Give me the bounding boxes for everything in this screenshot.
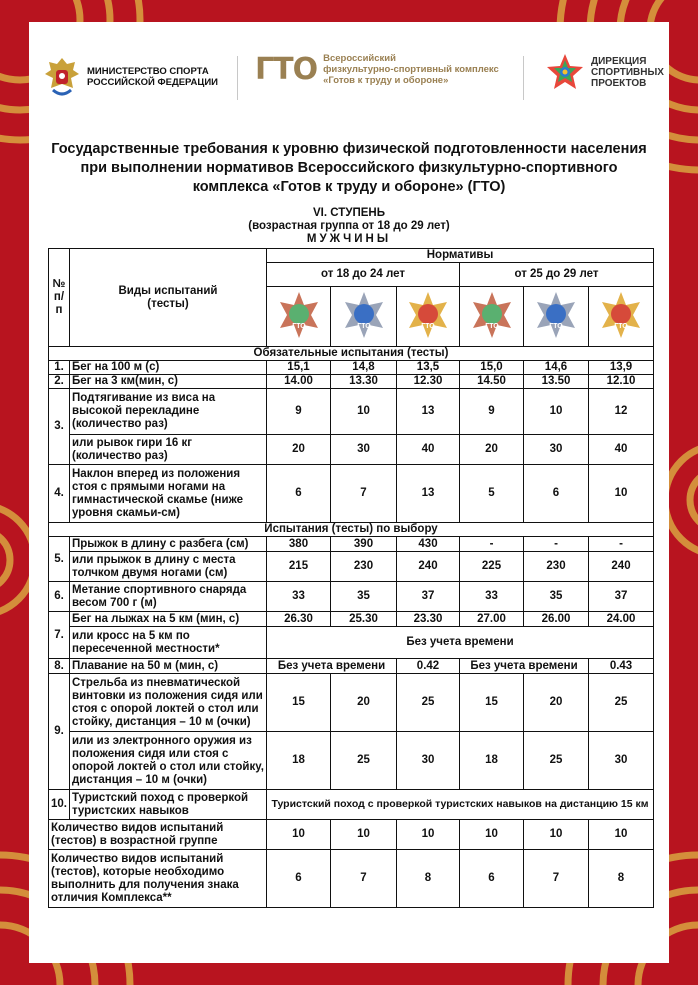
row-number: 6. (49, 582, 70, 612)
test-name: или кросс на 5 км по пересеченной местности* (70, 627, 267, 659)
badge-cell (524, 287, 589, 347)
norm-value: 430 (397, 537, 460, 552)
row-number: 10. (49, 790, 70, 820)
norm-value: 35 (524, 582, 589, 612)
logo-divider (523, 56, 524, 100)
gto-line-1: Всероссийский (323, 53, 396, 64)
badge-cell (460, 287, 524, 347)
silver-badge-icon (531, 290, 581, 340)
norm-value: 25 (331, 732, 397, 790)
badge-cell (267, 287, 331, 347)
norm-value: 26.00 (524, 612, 589, 627)
norm-value: 12.10 (589, 375, 654, 389)
test-name: Прыжок в длину с разбега (см) (70, 537, 267, 552)
norm-value: 25.30 (331, 612, 397, 627)
norm-value: 10 (589, 465, 654, 523)
table-row (49, 627, 654, 659)
gto-line-3: «Готов к труду и обороне» (323, 75, 449, 86)
table-row (49, 375, 654, 389)
table-row (49, 659, 654, 674)
table-row (49, 389, 654, 435)
gold-badge-icon (596, 290, 646, 340)
header-row (49, 249, 654, 263)
norm-value: - (460, 537, 524, 552)
norm-value: 0.43 (589, 659, 654, 674)
norm-value: 30 (331, 435, 397, 465)
age-group-25-29: от 25 до 29 лет (460, 263, 654, 287)
norm-value: 6 (460, 850, 524, 908)
test-name: Стрельба из пневматической винтовки из положения сидя или стоя с опорой локтей о стол или стойку, дистанция – 10 м (очки) (70, 674, 267, 732)
row-number: 4. (49, 465, 70, 523)
bronze-badge-icon (274, 290, 324, 340)
norm-value: 20 (331, 674, 397, 732)
title-line-1: Государственные требования к уровню физической подготовленности населения (51, 141, 647, 157)
norm-value: 15 (460, 674, 524, 732)
norm-value: 7 (524, 850, 589, 908)
norm-value: 6 (267, 465, 331, 523)
norm-value: - (524, 537, 589, 552)
test-name: или рывок гири 16 кг (количество раз) (70, 435, 267, 465)
badge-cell (397, 287, 460, 347)
badge-label: ГТО (421, 322, 435, 330)
norm-value: 18 (460, 732, 524, 790)
norm-value: 10 (397, 820, 460, 850)
norm-value: 7 (331, 465, 397, 523)
norm-value: 26.30 (267, 612, 331, 627)
norm-value: 14.50 (460, 375, 524, 389)
star-logo-icon (545, 52, 585, 92)
gender-label: МУЖЧИНЫ (306, 233, 392, 245)
row-number: 8. (49, 659, 70, 674)
norm-value-merged: Без учета времени (267, 659, 397, 674)
norm-value: 20 (524, 674, 589, 732)
norm-value: 10 (267, 820, 331, 850)
norm-value: 37 (397, 582, 460, 612)
title-line-2: при выполнении нормативов Всероссийского физкультурно-спортивного (80, 160, 618, 176)
gto-line-2: физкультурно-спортивный комплекс (323, 64, 499, 75)
age-group: (возрастная группа от 18 до 29 лет) (248, 220, 450, 232)
table-row (49, 612, 654, 627)
col-header-norms: Нормативы (267, 249, 654, 263)
section-row (49, 523, 654, 537)
norm-value: 12.30 (397, 375, 460, 389)
norm-value: 10 (524, 820, 589, 850)
norm-value: 24.00 (589, 612, 654, 627)
badge-label: ГТО (356, 322, 371, 330)
test-name: Подтягивание из виса на высокой перекладине (количество раз) (70, 389, 267, 435)
norm-value: 40 (589, 435, 654, 465)
norm-value: 40 (397, 435, 460, 465)
table-row (49, 465, 654, 523)
norm-value: 33 (267, 582, 331, 612)
norm-value: 15,0 (460, 361, 524, 375)
norm-value: 13 (397, 389, 460, 435)
table-row (49, 537, 654, 552)
section-choice: Испытания (тесты) по выбору (49, 523, 654, 537)
norm-value: 240 (397, 552, 460, 582)
gto-wordmark: ГТО (255, 52, 318, 87)
norm-value: 33 (460, 582, 524, 612)
col-header-number: № п/п (49, 249, 70, 347)
directorate-line-2: СПОРТИВНЫХ (591, 66, 664, 78)
norm-value: 12 (589, 389, 654, 435)
test-name: или из электронного оружия из положения сидя или стоя с опорой локтей о стол или стойку, дистанция – 10 м (очки) (70, 732, 267, 790)
table-row (49, 732, 654, 790)
norm-value: 10 (331, 820, 397, 850)
norm-value: 380 (267, 537, 331, 552)
norm-value: 15 (267, 674, 331, 732)
table-row (49, 790, 654, 820)
norm-value: 27.00 (460, 612, 524, 627)
norm-value: 13 (397, 465, 460, 523)
test-name: или прыжок в длину с места толчком двумя ногами (см) (70, 552, 267, 582)
norm-value: 7 (331, 850, 397, 908)
row-number: 3. (49, 389, 70, 465)
ministry-logo (43, 56, 218, 98)
norm-value: 20 (460, 435, 524, 465)
stage-heading (29, 207, 669, 246)
section-row (49, 347, 654, 361)
norm-value: 10 (589, 820, 654, 850)
table-row (49, 552, 654, 582)
stage-name: VI. СТУПЕНЬ (313, 207, 385, 219)
norm-value: 25 (397, 674, 460, 732)
table-row (49, 361, 654, 375)
norm-value-merged: Без учета времени (460, 659, 589, 674)
title-line-3: комплекса «Готов к труду и обороне» (ГТО) (192, 179, 506, 195)
table-row (49, 435, 654, 465)
col-header-tests: Виды испытаний (тесты) (70, 249, 267, 347)
norm-value: 30 (589, 732, 654, 790)
norm-value: 13,9 (589, 361, 654, 375)
test-name: Количество видов испытаний (тестов), которые необходимо выполнить для получения знака отличия Комплекса** (49, 850, 267, 908)
ministry-name: МИНИСТЕРСТВО СПОРТА РОССИЙСКОЙ ФЕДЕРАЦИИ (87, 66, 219, 88)
header-logos (29, 52, 669, 110)
table-row (49, 582, 654, 612)
badge-label: ГТО (614, 322, 628, 330)
row-number: 7. (49, 612, 70, 659)
badge-label: ГТО (549, 322, 563, 330)
directorate-logo (545, 52, 664, 92)
norm-value: 23.30 (397, 612, 460, 627)
norm-value: - (589, 537, 654, 552)
silver-badge-icon (339, 290, 389, 340)
norm-value-merged: Туристский поход с проверкой туристских навыков на дистанцию 15 км (267, 790, 654, 820)
norm-value: 225 (460, 552, 524, 582)
test-name: Плавание на 50 м (мин, с) (70, 659, 267, 674)
norms-table (48, 248, 654, 908)
norm-value: 6 (524, 465, 589, 523)
age-group-18-24: от 18 до 24 лет (267, 263, 460, 287)
directorate-line-1: ДИРЕКЦИЯ (591, 55, 647, 67)
norm-value: 215 (267, 552, 331, 582)
norm-value: 13.50 (524, 375, 589, 389)
badge-cell (589, 287, 654, 347)
test-name: Метание спортивного снаряда весом 700 г (м) (70, 582, 267, 612)
bronze-badge-icon (467, 290, 517, 340)
norm-value: 10 (460, 820, 524, 850)
norm-value: 30 (524, 435, 589, 465)
row-number: 2. (49, 375, 70, 389)
norm-value: 10 (331, 389, 397, 435)
norm-value: 13,5 (397, 361, 460, 375)
norm-value: 20 (267, 435, 331, 465)
norm-value: 18 (267, 732, 331, 790)
norm-value: 8 (589, 850, 654, 908)
row-number: 5. (49, 537, 70, 582)
norm-value: 35 (331, 582, 397, 612)
norm-value: 240 (589, 552, 654, 582)
norm-value: 14,6 (524, 361, 589, 375)
logo-divider (237, 56, 238, 100)
test-name: Наклон вперед из положения стоя с прямыми ногами на гимнастической скамье (ниже уровня скамьи-см) (70, 465, 267, 523)
badge-cell (331, 287, 397, 347)
norm-value: 9 (267, 389, 331, 435)
eagle-emblem-icon (43, 56, 81, 98)
norm-value-merged: Без учета времени (267, 627, 654, 659)
gto-logo (255, 52, 499, 87)
norm-value: 230 (331, 552, 397, 582)
norm-value: 6 (267, 850, 331, 908)
table-row (49, 820, 654, 850)
test-name: Количество видов испытаний (тестов) в возрастной группе (49, 820, 267, 850)
test-name: Бег на лыжах на 5 км (мин, с) (70, 612, 267, 627)
norm-value: 8 (397, 850, 460, 908)
norm-value: 10 (524, 389, 589, 435)
norm-value: 390 (331, 537, 397, 552)
norm-value: 13.30 (331, 375, 397, 389)
section-required: Обязательные испытания (тесты) (49, 347, 654, 361)
badge-label: ГТО (484, 322, 499, 330)
norm-value: 25 (524, 732, 589, 790)
norm-value: 230 (524, 552, 589, 582)
test-name: Бег на 100 м (с) (70, 361, 267, 375)
norm-value: 15,1 (267, 361, 331, 375)
norm-value: 37 (589, 582, 654, 612)
directorate-line-3: ПРОЕКТОВ (591, 77, 647, 89)
standards-sheet (29, 22, 669, 963)
table-row (49, 674, 654, 732)
gold-badge-icon (403, 290, 453, 340)
norm-value: 30 (397, 732, 460, 790)
document-title (37, 140, 661, 197)
norm-value: 25 (589, 674, 654, 732)
norm-value: 5 (460, 465, 524, 523)
norm-value: 14.00 (267, 375, 331, 389)
row-number: 1. (49, 361, 70, 375)
test-name: Бег на 3 км(мин, с) (70, 375, 267, 389)
table-row (49, 850, 654, 908)
norm-value: 9 (460, 389, 524, 435)
norm-value: 0.42 (397, 659, 460, 674)
row-number: 9. (49, 674, 70, 790)
badge-label: ГТО (291, 322, 306, 330)
test-name: Туристский поход с проверкой туристских навыков (70, 790, 267, 820)
norm-value: 14,8 (331, 361, 397, 375)
